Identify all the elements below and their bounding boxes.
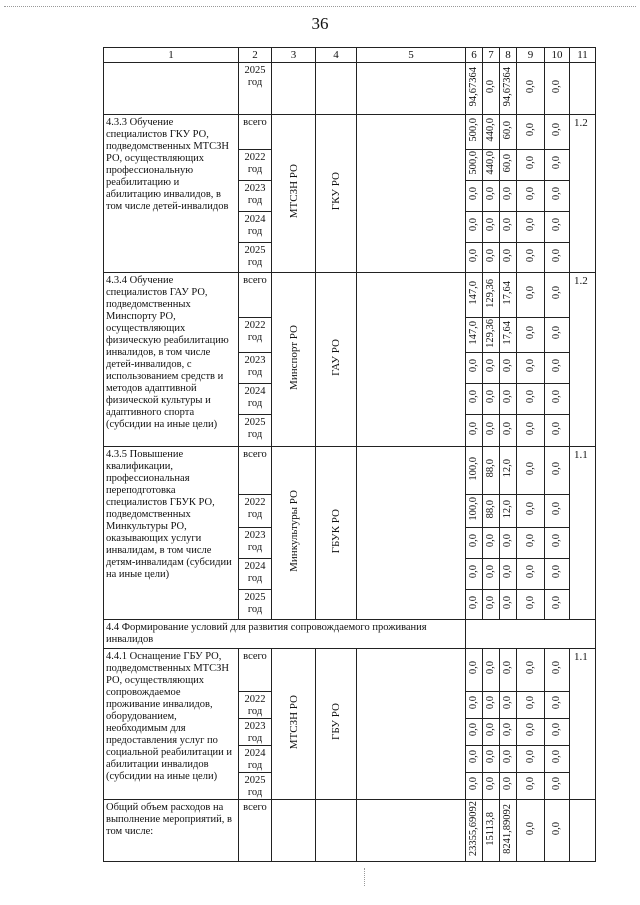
value-cell: 0,0 (545, 318, 570, 353)
value-cell: 0,0 (466, 590, 483, 620)
activity-description: 4.4.1 Оснащение ГБУ РО, подведомственных МТСЗН РО, осуществляющих сопровождаемое проживание инвалидов, оборудованием, необходимым для предоставления услуг по социальной реабилитации и абилитации инвалидов (субсидии на иные цели) (104, 649, 239, 800)
year-cell: 2025 год (239, 63, 272, 115)
col-header: 6 (466, 48, 483, 63)
value-cell: 0,0 (483, 243, 500, 273)
recipient-cell (316, 447, 357, 620)
executor-cell (272, 115, 316, 273)
value-cell: 0,0 (500, 590, 517, 620)
value-cell: 0,0 (483, 719, 500, 746)
activity-description: 4.3.3 Обучение специалистов ГКУ РО, подведомственных МТСЗН РО, осуществляющих профессиональную реабилитацию и абилитацию инвалидов, в том числе детей-инвалидов (104, 115, 239, 273)
value-cell: 88,0 (483, 447, 500, 495)
empty-cell (357, 273, 466, 447)
value-cell: 0,0 (545, 447, 570, 495)
value-cell: 0,0 (500, 649, 517, 692)
value-cell: 17,64 (500, 273, 517, 318)
value-cell: 0,0 (517, 384, 545, 415)
recipient-label: ГАУ РО (330, 339, 342, 376)
value-cell: 0,0 (545, 495, 570, 528)
value-cell: 100,0 (466, 495, 483, 528)
year-cell: 2025 год (239, 773, 272, 800)
value-cell: 0,0 (483, 528, 500, 559)
value-cell: 0,0 (483, 773, 500, 800)
recipient-cell (316, 273, 357, 447)
value-cell: 0,0 (545, 649, 570, 692)
value-cell: 17,64 (500, 318, 517, 353)
value-cell: 0,0 (483, 212, 500, 243)
total-value-cell: 23355,69092 (466, 800, 483, 862)
value-cell: 0,0 (483, 353, 500, 384)
value-cell: 0,0 (500, 692, 517, 719)
value-cell: 0,0 (545, 692, 570, 719)
recipient-cell (316, 649, 357, 800)
value-cell: 0,0 (517, 495, 545, 528)
activity-description: 4.3.4 Обучение специалистов ГАУ РО, подведомственных Минспорту РО, осуществляющих физическую реабилитацию инвалидов, в том числе детей-инвалидов, с использованием средств и методов адаптивной физической культуры и адаптивного спорта (субсидии на иные цели) (104, 273, 239, 447)
value-cell: 0,0 (483, 384, 500, 415)
scan-mark (364, 868, 369, 886)
year-cell: 2023 год (239, 353, 272, 384)
year-cell: всего (239, 447, 272, 495)
value-cell: 0,0 (517, 649, 545, 692)
empty-cell (357, 63, 466, 115)
col-header: 11 (570, 48, 596, 63)
executor-cell (272, 447, 316, 620)
value-cell: 0,0 (500, 559, 517, 590)
value-cell: 129,36 (483, 273, 500, 318)
value-cell: 0,0 (466, 649, 483, 692)
value-cell: 60,0 (500, 115, 517, 150)
value-cell: 60,0 (500, 150, 517, 181)
value-cell: 0,0 (466, 719, 483, 746)
value-cell: 500,0 (466, 150, 483, 181)
year-cell: 2025 год (239, 590, 272, 620)
value-cell: 0,0 (483, 559, 500, 590)
value-cell: 0,0 (545, 273, 570, 318)
value-cell: 0,0 (500, 415, 517, 447)
year-cell: 2022 год (239, 318, 272, 353)
activity-description: 4.3.5 Повышение квалификации, профессиональная переподготовка специалистов ГБУК РО, подведомственных Минкультуры РО, оказывающих услуги инвалидам, в том числе детям-инвалидам (субсидии на иные цели) (104, 447, 239, 620)
value-cell: 0,0 (500, 212, 517, 243)
value-cell: 100,0 (466, 447, 483, 495)
year-cell: 2023 год (239, 528, 272, 559)
col-header: 2 (239, 48, 272, 63)
value-cell: 0,0 (517, 181, 545, 212)
value-cell: 0,0 (483, 590, 500, 620)
value-cell: 0,0 (483, 181, 500, 212)
value-cell: 0,0 (545, 212, 570, 243)
total-value-cell: 0,0 (545, 800, 570, 862)
value-cell: 0,0 (545, 719, 570, 746)
value-cell: 0,0 (517, 273, 545, 318)
executor-cell (272, 649, 316, 800)
col-header: 5 (357, 48, 466, 63)
table-row (104, 115, 596, 150)
recipient-cell (316, 115, 357, 273)
year-cell: 2025 год (239, 243, 272, 273)
section-row (104, 620, 596, 649)
value-cell: 0,0 (545, 559, 570, 590)
value-cell: 0,0 (466, 692, 483, 719)
value-cell: 0,0 (545, 150, 570, 181)
ref-cell: 1.1 (570, 649, 596, 800)
value-cell: 0,0 (517, 115, 545, 150)
total-description: Общий объем расходов на выполнение мероприятий, в том числе: (104, 800, 239, 862)
value-cell: 500,0 (466, 115, 483, 150)
value-cell: 0,0 (517, 415, 545, 447)
value-cell: 0,0 (545, 353, 570, 384)
col-header: 9 (517, 48, 545, 63)
value-cell: 0,0 (517, 528, 545, 559)
empty-cell (570, 800, 596, 862)
value-cell: 0,0 (466, 559, 483, 590)
year-cell: 2022 год (239, 150, 272, 181)
value-cell: 0,0 (500, 528, 517, 559)
value-cell: 0,0 (483, 63, 500, 115)
value-cell: 0,0 (545, 181, 570, 212)
recipient-label: ГБУК РО (330, 508, 342, 554)
table-row (104, 63, 596, 115)
value-cell: 0,0 (517, 773, 545, 800)
value-cell: 0,0 (517, 212, 545, 243)
year-cell: всего (239, 115, 272, 150)
value-cell: 0,0 (517, 318, 545, 353)
recipient-label: ГБУ РО (330, 703, 342, 741)
page-number: 36 (311, 14, 329, 33)
value-cell: 0,0 (500, 243, 517, 273)
exec-cell (272, 63, 316, 115)
total-value-cell: 0,0 (517, 800, 545, 862)
value-cell: 0,0 (466, 353, 483, 384)
year-cell: 2022 год (239, 692, 272, 719)
year-cell: 2024 год (239, 212, 272, 243)
year-cell: всего (239, 273, 272, 318)
value-cell: 0,0 (466, 415, 483, 447)
value-cell: 440,0 (483, 150, 500, 181)
empty-cell (466, 620, 596, 649)
value-cell: 0,0 (517, 243, 545, 273)
value-cell: 0,0 (500, 181, 517, 212)
value-cell: 0,0 (517, 353, 545, 384)
executor-label: МТСЗН РО (287, 694, 300, 750)
year-cell: 2023 год (239, 719, 272, 746)
table-row (104, 447, 596, 495)
value-cell: 0,0 (517, 746, 545, 773)
empty-cell (357, 447, 466, 620)
ref-cell: 1.2 (570, 273, 596, 447)
year-cell: всего (239, 800, 272, 862)
executor-label: Минкультуры РО (287, 490, 300, 572)
col-header: 4 (316, 48, 357, 63)
total-value-cell: 15113,8 (483, 800, 500, 862)
scan-top-line (4, 6, 636, 7)
col-header: 8 (500, 48, 517, 63)
value-cell: 0,0 (466, 746, 483, 773)
col-header: 10 (545, 48, 570, 63)
value-cell: 0,0 (517, 63, 545, 115)
value-cell: 12,0 (500, 447, 517, 495)
value-cell: 0,0 (545, 63, 570, 115)
empty-cell (357, 800, 466, 862)
value-cell: 0,0 (517, 559, 545, 590)
value-cell: 88,0 (483, 495, 500, 528)
year-cell: 2024 год (239, 559, 272, 590)
value-cell: 0,0 (545, 746, 570, 773)
year-cell: 2023 год (239, 181, 272, 212)
year-cell: 2022 год (239, 495, 272, 528)
value-cell: 0,0 (517, 590, 545, 620)
year-cell: 2024 год (239, 384, 272, 415)
value-cell: 0,0 (545, 115, 570, 150)
empty-cell (272, 800, 316, 862)
value-cell: 0,0 (466, 773, 483, 800)
executor-label: Минспорт РО (287, 325, 300, 390)
col-header: 3 (272, 48, 316, 63)
value-cell: 0,0 (466, 243, 483, 273)
value-cell: 0,0 (483, 692, 500, 719)
ref-cell (570, 63, 596, 115)
year-cell: 2024 год (239, 746, 272, 773)
value-cell: 0,0 (545, 590, 570, 620)
value-cell: 0,0 (466, 384, 483, 415)
value-cell: 0,0 (545, 415, 570, 447)
year-cell: 2025 год (239, 415, 272, 447)
recipient-label: ГКУ РО (330, 172, 342, 211)
year-cell: всего (239, 649, 272, 692)
ref-cell: 1.1 (570, 447, 596, 620)
ref-cell: 1.2 (570, 115, 596, 273)
value-cell: 94,67364 (500, 63, 517, 115)
value-cell: 0,0 (500, 353, 517, 384)
value-cell: 0,0 (545, 243, 570, 273)
value-cell: 94,67364 (466, 63, 483, 115)
executor-label: МТСЗН РО (287, 164, 300, 219)
empty-cell (357, 649, 466, 800)
value-cell: 0,0 (500, 773, 517, 800)
value-cell: 0,0 (517, 447, 545, 495)
value-cell: 0,0 (517, 692, 545, 719)
value-cell: 0,0 (466, 212, 483, 243)
total-row (104, 800, 596, 862)
value-cell: 0,0 (545, 384, 570, 415)
value-cell: 0,0 (545, 773, 570, 800)
desc-cell (104, 63, 239, 115)
value-cell: 0,0 (500, 746, 517, 773)
executor-cell (272, 273, 316, 447)
header-row (104, 48, 596, 63)
value-cell: 0,0 (483, 415, 500, 447)
value-cell: 0,0 (483, 746, 500, 773)
value-cell: 147,0 (466, 273, 483, 318)
empty-cell (316, 800, 357, 862)
program-table (103, 47, 596, 862)
value-cell: 0,0 (517, 719, 545, 746)
col-header: 7 (483, 48, 500, 63)
empty-cell (357, 115, 466, 273)
recip-cell (316, 63, 357, 115)
value-cell: 0,0 (545, 528, 570, 559)
value-cell: 147,0 (466, 318, 483, 353)
value-cell: 440,0 (483, 115, 500, 150)
value-cell: 0,0 (483, 649, 500, 692)
section-title: 4.4 Формирование условий для развития сопровождаемого проживания инвалидов (104, 620, 466, 649)
value-cell: 0,0 (500, 719, 517, 746)
value-cell: 0,0 (466, 181, 483, 212)
value-cell: 0,0 (517, 150, 545, 181)
col-header: 1 (104, 48, 239, 63)
total-value-cell: 8241,89092 (500, 800, 517, 862)
value-cell: 0,0 (500, 384, 517, 415)
table-row (104, 273, 596, 318)
value-cell: 12,0 (500, 495, 517, 528)
value-cell: 0,0 (466, 528, 483, 559)
table-row (104, 649, 596, 692)
value-cell: 129,36 (483, 318, 500, 353)
